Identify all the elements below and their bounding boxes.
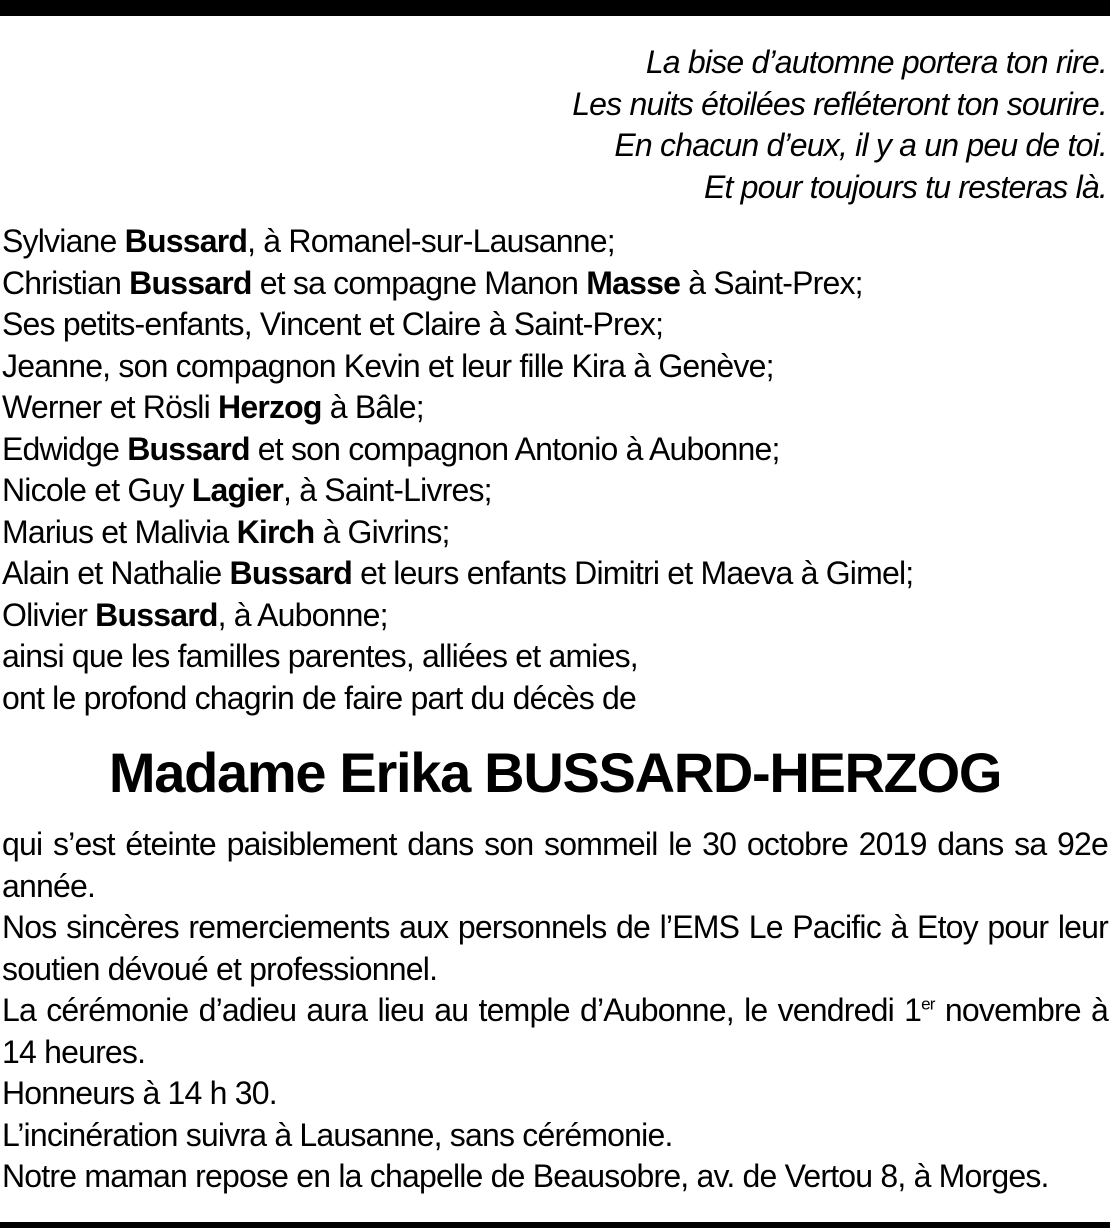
- family-text: et sa compagne Manon: [251, 264, 587, 301]
- family-line: [2, 636, 1102, 678]
- family-surname: Bussard: [229, 555, 352, 591]
- family-surname: Bussard: [127, 430, 250, 467]
- body-paragraph: Honneurs à 14 h 30.: [2, 1075, 277, 1111]
- family-text: ainsi que les familles parentes, alliées et amies,: [2, 638, 638, 674]
- ceremony-text: La cérémonie d’adieu aura lieu au temple d’Aubonne, le vendredi 1: [2, 992, 922, 1028]
- family-surname: Kirch: [236, 513, 315, 550]
- family-line: [2, 263, 1102, 305]
- family-text: à Bâle;: [321, 389, 424, 425]
- family-line: [2, 595, 1102, 637]
- ceremony-paragraph: [2, 990, 1108, 1073]
- family-text: , à Aubonne;: [217, 596, 388, 633]
- family-text: Alain et Nathalie: [2, 555, 230, 591]
- family-text: Ses petits-enfants, Vincent et Claire à Saint-Prex;: [2, 306, 664, 342]
- bottom-border-rule: [0, 1222, 1110, 1228]
- family-line: [2, 221, 1102, 263]
- family-line: [2, 304, 1102, 346]
- family-surname: Bussard: [124, 223, 248, 259]
- family-line: [2, 470, 1102, 512]
- top-border-rule: [0, 0, 1110, 16]
- family-text: Edwidge: [2, 430, 128, 467]
- poem-line: En chacun d’eux, il y a un peu de toi.: [614, 127, 1107, 163]
- family-text: Sylviane: [2, 223, 125, 259]
- family-surname: Herzog: [218, 389, 322, 425]
- family-surname: Bussard: [129, 264, 252, 301]
- announcement-body: [2, 824, 1108, 1198]
- family-text: Christian: [2, 264, 130, 301]
- family-text: et son compagnon Antonio à Aubonne;: [249, 430, 780, 467]
- family-list: [2, 221, 1102, 719]
- poem-block: [107, 42, 1107, 208]
- family-text: , à Romanel-sur-Lausanne;: [247, 223, 615, 259]
- family-text: ont le profond chagrin de faire part du décès de: [2, 679, 637, 716]
- ceremony-text: novembre à 14 heures.: [2, 992, 1108, 1070]
- family-surname: Lagier: [191, 472, 284, 508]
- family-text: Jeanne, son compagnon Kevin et leur fille Kira à Genève;: [2, 347, 774, 384]
- family-text: à Givrins;: [314, 513, 450, 550]
- ordinal-superscript: er: [921, 994, 935, 1014]
- family-line: [2, 678, 1102, 720]
- deceased-name-heading: Madame Erika BUSSARD-HERZOG: [108, 741, 1002, 804]
- family-line: [2, 346, 1102, 388]
- family-text: et leurs enfants Dimitri et Maeva à Gimel;: [351, 555, 914, 591]
- family-text: Werner et Rösli: [2, 389, 219, 425]
- family-text: Marius et Malivia: [2, 513, 237, 550]
- family-surname: Masse: [586, 264, 681, 301]
- family-text: Nicole et Guy: [2, 472, 192, 508]
- family-text: Olivier: [2, 596, 96, 633]
- body-paragraph: Notre maman repose en la chapelle de Beausobre, av. de Vertou 8, à Morges.: [2, 1158, 1049, 1194]
- family-text: à Saint-Prex;: [680, 264, 863, 301]
- body-paragraph: L’incinération suivra à Lausanne, sans cérémonie.: [2, 1116, 673, 1153]
- family-line: [2, 553, 1102, 595]
- family-line: [2, 387, 1102, 429]
- family-surname: Bussard: [95, 596, 218, 633]
- family-text: , à Saint-Livres;: [283, 472, 492, 508]
- body-paragraph: qui s’est éteinte paisiblement dans son sommeil le 30 octobre 2019 dans sa 92e année.: [2, 826, 1108, 904]
- family-line: [2, 512, 1102, 554]
- family-line: [2, 429, 1102, 471]
- body-paragraph: Nos sincères remerciements aux personnels de l’EMS Le Pacific à Etoy pour leur soutien dévoué et professionnel.: [2, 909, 1108, 987]
- poem-line: Les nuits étoilées refléteront ton sourire.: [572, 85, 1107, 122]
- poem-line: Et pour toujours tu resteras là.: [703, 168, 1107, 205]
- poem-line: La bise d’automne portera ton rire.: [645, 44, 1107, 80]
